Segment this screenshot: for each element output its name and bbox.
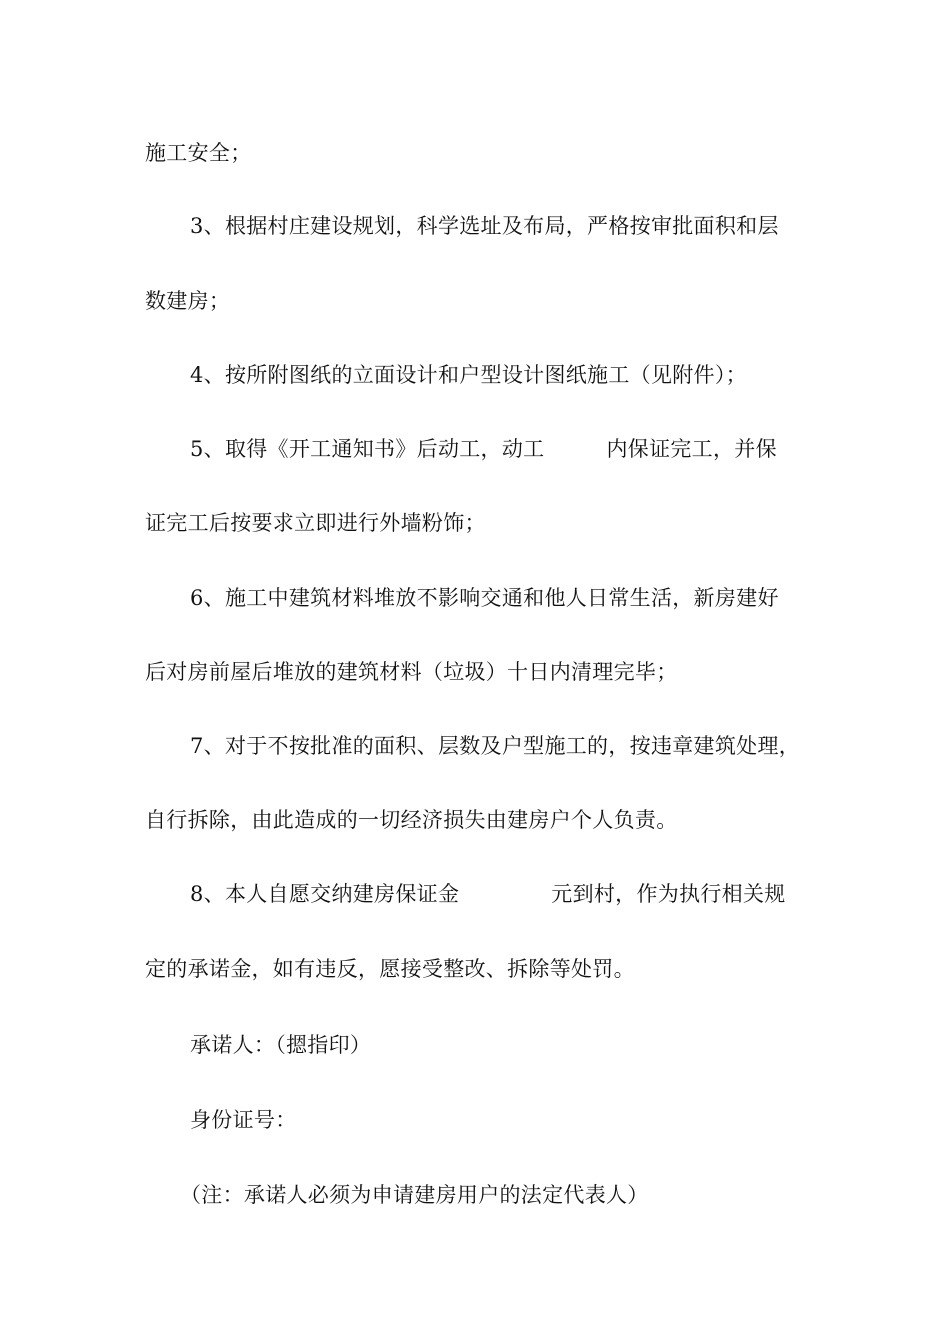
clause-8-text-after-blank: 元到村，作为执行相关规 [551,882,786,906]
clause-5-text-after-blank: 内保证完工，并保 [606,437,777,461]
clause-8-text-before-blank: 8、本人自愿交纳建房保证金 [190,882,460,906]
id-number-label: 身份证号： [190,1108,297,1132]
clause-5 [190,435,890,463]
clause-3: 3、根据村庄建设规划，科学选址及布局，严格按审批面积和层 [190,214,779,238]
text-line: 自行拆除，由此造成的一切经济损失由建房户个人负责。 [145,808,678,832]
text-line: 施工安全； [145,141,252,165]
text-line: 数建房； [145,289,231,313]
clause-7: 7、对于不按批准的面积、层数及户型施工的，按违章建筑处理， [190,734,801,758]
text-line: 定的承诺金，如有违反，愿接受整改、拆除等处罚。 [145,957,635,981]
text-line: 后对房前屋后堆放的建筑材料（垃圾）十日内清理完毕； [145,660,678,684]
footnote: （注：承诺人必须为申请建房用户的法定代表人） [180,1183,649,1207]
signer-label: 承诺人：（摁指印） [190,1033,372,1057]
clause-4: 4、按所附图纸的立面设计和户型设计图纸施工（见附件）； [190,363,747,387]
text-line: 证完工后按要求立即进行外墙粉饰； [145,511,486,535]
clause-5-text-before-blank: 5、取得《开工通知书》后动工，动工 [190,437,545,461]
clause-8 [190,880,890,908]
clause-6: 6、施工中建筑材料堆放不影响交通和他人日常生活，新房建好 [190,586,779,610]
